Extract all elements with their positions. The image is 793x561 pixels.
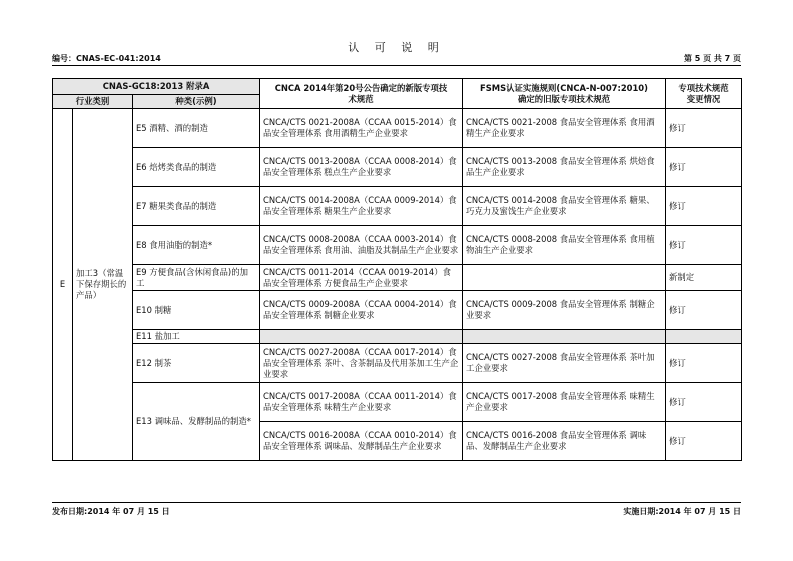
table-row	[53, 330, 742, 344]
header-change-line2: 变更情况	[686, 93, 721, 104]
fsms-cell: CNCA/CTS 0017-2008 食品安全管理体系 味精生产企业要求	[463, 383, 666, 422]
kind-cell: E5 酒精、酒的制造	[133, 109, 260, 148]
cnca-cell: CNCA/CTS 0016-2008A（CCAA 0010-2014）食品安全管理体系 调味品、发酵制品生产企业要求	[260, 422, 463, 461]
change-cell: 修订	[666, 148, 742, 187]
table-row	[53, 148, 742, 187]
kind-cell: E7 糖果类食品的制造	[133, 187, 260, 226]
table-header-row	[53, 79, 742, 95]
header-fsms-cell	[463, 79, 666, 109]
change-cell: 新制定	[666, 265, 742, 291]
publish-date: 发布日期:2014 年 07 月 15 日	[52, 507, 170, 516]
category-code-cell: E	[53, 109, 73, 461]
footer-rule	[52, 502, 741, 503]
fsms-cell: CNCA/CTS 0016-2008 食品安全管理体系 调味品、发酵制品生产企业要求	[463, 422, 666, 461]
standards-table	[52, 78, 742, 461]
cnca-cell: CNCA/CTS 0027-2008A（CCAA 0017-2014）食品安全管理体系 茶叶、含茶制品及代用茶加工生产企业要求	[260, 344, 463, 383]
kind-cell: E8 食用油脂的制造*	[133, 226, 260, 265]
change-cell: 修订	[666, 291, 742, 330]
cnca-cell: CNCA/CTS 0008-2008A（CCAA 0003-2014）食品安全管理体系 食用油、油脂及其制品生产企业要求	[260, 226, 463, 265]
table-row	[53, 291, 742, 330]
effective-date: 实施日期:2014 年 07 月 15 日	[623, 507, 741, 516]
cnca-cell: CNCA/CTS 0014-2008A（CCAA 0009-2014）食品安全管理体系 糖果生产企业要求	[260, 187, 463, 226]
fsms-cell: CNCA/CTS 0013-2008 食品安全管理体系 烘焙食品生产企业要求	[463, 148, 666, 187]
header-cnca-line1: CNCA 2014年第20号公告确定的新版专项技	[274, 82, 448, 93]
page-number: 第 5 页 共 7 页	[683, 54, 741, 63]
table-row	[53, 344, 742, 383]
header-industry-cell: 行业类别	[53, 95, 133, 109]
table-row	[53, 187, 742, 226]
header-group-cell: CNAS-GC18:2013 附录A	[53, 79, 260, 95]
table-row	[53, 265, 742, 291]
category-name-cell: 加工3（常温下保存期长的产品）	[73, 109, 133, 461]
header-fsms-line2: 确定的旧版专项技术规范	[517, 93, 611, 104]
change-cell: 修订	[666, 383, 742, 422]
kind-cell: E13 调味品、发酵制品的制造*	[133, 383, 260, 461]
kind-cell: E11 盐加工	[133, 330, 260, 344]
fsms-cell	[463, 265, 666, 291]
page-title: 认 可 说 明	[348, 41, 445, 54]
header-kind-cell: 种类(示例)	[133, 95, 260, 109]
cnca-cell: CNCA/CTS 0013-2008A（CCAA 0008-2014）食品安全管理体系 糕点生产企业要求	[260, 148, 463, 187]
header-cnca-line2: 术规范	[348, 93, 374, 104]
header-rule	[52, 65, 741, 66]
kind-cell: E9 方便食品(含休闲食品)的加工	[133, 265, 260, 291]
document-number: 编号：CNAS-EC-041:2014	[52, 54, 161, 63]
table-row	[53, 383, 742, 422]
table-row	[53, 226, 742, 265]
fsms-cell: CNCA/CTS 0021-2008 食品安全管理体系 食用酒精生产企业要求	[463, 109, 666, 148]
kind-cell: E10 制糖	[133, 291, 260, 330]
change-cell	[666, 330, 742, 344]
change-cell: 修订	[666, 226, 742, 265]
header-change-cell	[666, 79, 742, 109]
header-fsms-line1: FSMS认证实施规则(CNCA-N-007:2010)	[480, 82, 648, 93]
fsms-cell	[463, 330, 666, 344]
fsms-cell: CNCA/CTS 0027-2008 食品安全管理体系 茶叶加工企业要求	[463, 344, 666, 383]
header-change-line1: 专项技术规范	[678, 82, 729, 93]
change-cell: 修订	[666, 344, 742, 383]
change-cell: 修订	[666, 187, 742, 226]
fsms-cell: CNCA/CTS 0009-2008 食品安全管理体系 制糖企业要求	[463, 291, 666, 330]
header-cnca-cell	[260, 79, 463, 109]
kind-cell: E6 焙烤类食品的制造	[133, 148, 260, 187]
fsms-cell: CNCA/CTS 0008-2008 食品安全管理体系 食用植物油生产企业要求	[463, 226, 666, 265]
cnca-cell	[260, 330, 463, 344]
change-cell: 修订	[666, 109, 742, 148]
kind-cell: E12 制茶	[133, 344, 260, 383]
change-cell: 修订	[666, 422, 742, 461]
cnca-cell: CNCA/CTS 0011-2014（CCAA 0019-2014）食品安全管理体系 方便食品生产企业要求	[260, 265, 463, 291]
cnca-cell: CNCA/CTS 0021-2008A（CCAA 0015-2014）食品安全管理体系 食用酒精生产企业要求	[260, 109, 463, 148]
cnca-cell: CNCA/CTS 0009-2008A（CCAA 0004-2014）食品安全管理体系 制糖企业要求	[260, 291, 463, 330]
cnca-cell: CNCA/CTS 0017-2008A（CCAA 0011-2014）食品安全管理体系 味精生产企业要求	[260, 383, 463, 422]
table-row	[53, 109, 742, 148]
fsms-cell: CNCA/CTS 0014-2008 食品安全管理体系 糖果、巧克力及蜜饯生产企业要求	[463, 187, 666, 226]
